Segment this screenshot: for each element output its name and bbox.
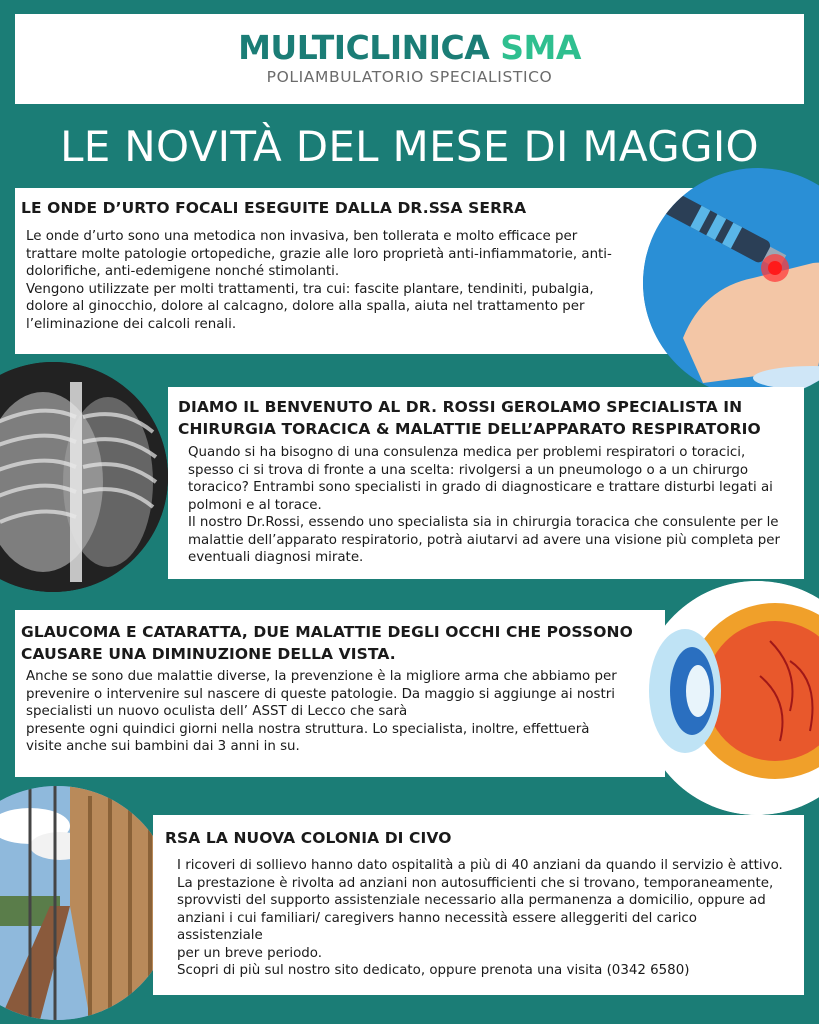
section-body: Anche se sono due malattie diverse, la prevenzione è la migliore arma che abbiamo per prevenire o intervenire sul nascere di queste patologie. Da maggio si aggiunge ai nostri specialisti un nuovo oculista dell’ ASST di Lecco che sarà presente ogni quindici giorni nella nostra struttura. Lo specialista, inoltre, effettuerà visite anche sui bambini dai 3 anni in su. [26,669,617,754]
section-card-new-doctor [168,387,804,579]
eye-icon [640,581,819,815]
header-banner [15,14,804,104]
section-card-shockwave [15,188,705,354]
section-body: Le onde d’urto sono una metodica non invasiva, ben tollerata e molto efficace per trattare molte patologie ortopediche, grazie alle loro proprietà anti-infiammatorie, anti- dolorifiche, anti-edemigene nonché stimolanti. Vengono utilizzate per molti trattamenti, tra cui: fascite plantare, tendiniti, pubalgia, dolore al ginocchio, dolore al calcagno, dolore alla spalla, aiuta nel trattamento per l’eliminazione dei calcoli renali. [26,229,612,332]
section-title: GLAUCOMA E CATARATTA, DUE MALATTIE DEGLI OCCHI CHE POSSONO CAUSARE UNA DIMINUZIONE DELLA VISTA. [21,623,633,663]
section-body: I ricoveri di sollievo hanno dato ospitalità a più di 40 anziani da quando il servizio è attivo. La prestazione è rivolta ad anziani non autosufficienti che si trovano, temporaneamente, sprovvisti del supporto assistenziale necessario alla permanenza a domicilio, oppure ad anziani i cui familiari/ caregivers hanno necessità essere alleggeriti del carico assistenziale per un breve periodo. Scopri di più sul nostro sito dedicato, oppure prenota una visita (0342 6580) [177,858,783,978]
section-body: Quando si ha bisogno di una consulenza medica per problemi respiratori o toracici, spesso ci si trova di fronte a una scelta: rivolgersi a un pneumologo o a un chirurgo toracico? Entrambi sono specialisti in grado di diagnosticare e trattare disturbi legati ai polmoni e al torace. Il nostro Dr.Rossi, essendo uno specialista sia in chirurgia toracica che consulente per le malattie dell’apparato respiratorio, potrà aiutarvi ad avere una visione più completa per eventuali diagnosi mirate. [188,445,781,565]
brand-subtitle: POLIAMBULATORIO SPECIALISTICO [266,68,553,86]
eye-anatomy-illustration [640,581,819,815]
section-title: DIAMO IL BENVENUTO AL DR. ROSSI GEROLAMO SPECIALISTA IN CHIRURGIA TORACICA & MALATTIE DELL’APPARATO RESPIRATORIO [178,398,761,438]
section-title: RSA LA NUOVA COLONIA DI CIVO [165,829,452,847]
building-corridor-photo [0,786,174,1020]
section-title: LE ONDE D’URTO FOCALI ESEGUITE DALLA DR.SSA SERRA [21,199,527,217]
page-headline: LE NOVITÀ DEL MESE DI MAGGIO [60,122,759,171]
corridor-icon [0,786,174,1020]
chest-xray-photo [0,362,168,592]
brand-logo: MULTICLINICA SMA [238,28,581,67]
section-card-glaucoma [15,610,665,777]
xray-icon [0,362,168,592]
section-card-rsa [153,815,804,995]
